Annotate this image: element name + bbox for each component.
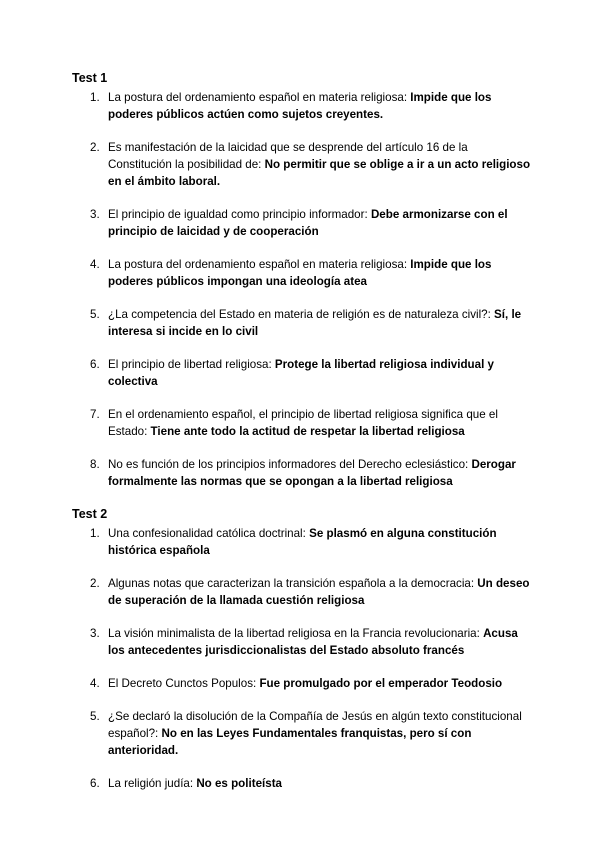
question-answer: Derogar formalmente las normas que se opongan a la libertad religiosa	[108, 458, 516, 488]
question-number: 6.	[90, 358, 100, 371]
question-number: 4.	[90, 677, 100, 690]
question-text: El principio de igualdad como principio informador:	[108, 208, 371, 221]
test-2-question-list	[72, 525, 532, 792]
question-number: 3.	[90, 627, 100, 640]
question-text: La visión minimalista de la libertad religiosa en la Francia revolucionaria:	[108, 627, 484, 640]
document-page	[72, 70, 532, 808]
question-item	[72, 89, 532, 123]
question-answer: Un deseo de superación de la llamada cuestión religiosa	[108, 577, 530, 607]
question-item	[72, 525, 532, 559]
question-item	[72, 406, 532, 440]
question-text: Algunas notas que caracterizan la transición española a la democracia:	[108, 577, 478, 590]
question-number: 7.	[90, 408, 100, 421]
question-answer: Tiene ante todo la actitud de respetar la libertad religiosa	[150, 425, 465, 438]
question-number: 5.	[90, 710, 100, 723]
question-answer: Acusa los antecedentes jurisdiccionalistas del Estado absoluto francés	[108, 627, 518, 657]
question-number: 1.	[90, 527, 100, 540]
question-item	[72, 356, 532, 390]
question-number: 1.	[90, 91, 100, 104]
question-text: La postura del ordenamiento español en materia religiosa:	[108, 91, 411, 104]
question-text: En el ordenamiento español, el principio de libertad religiosa significa que el Estado:	[108, 408, 498, 438]
question-item	[72, 456, 532, 490]
question-text: El principio de libertad religiosa:	[108, 358, 275, 371]
question-answer: Sí, le interesa si incide en lo civil	[108, 308, 522, 338]
question-item	[72, 625, 532, 659]
test-1-title: Test 1	[72, 71, 108, 85]
question-number: 3.	[90, 208, 100, 221]
question-text: El Decreto Cunctos Populos:	[108, 677, 260, 690]
question-item	[72, 775, 532, 792]
test-1-section	[72, 70, 532, 490]
question-answer: Se plasmó en alguna constitución histórica española	[108, 527, 497, 557]
question-item	[72, 708, 532, 759]
question-answer: Impide que los poderes públicos actúen como sujetos creyentes.	[108, 91, 492, 121]
question-text: Una confesionalidad católica doctrinal:	[108, 527, 310, 540]
question-answer: Protege la libertad religiosa individual y colectiva	[108, 358, 494, 388]
question-number: 2.	[90, 577, 100, 590]
question-number: 2.	[90, 141, 100, 154]
question-answer: Fue promulgado por el emperador Teodosio	[259, 677, 503, 690]
question-text: ¿Se declaró la disolución de la Compañía de Jesús en algún texto constitucional español?:	[108, 710, 522, 740]
question-answer: No permitir que se oblige a ir a un acto religioso en el ámbito laboral.	[108, 158, 531, 188]
question-text: La religión judía:	[108, 777, 197, 790]
test-2-section	[72, 506, 532, 792]
question-number: 4.	[90, 258, 100, 271]
test-1-question-list	[72, 89, 532, 490]
test-2-title: Test 2	[72, 507, 108, 521]
question-answer: No es politeísta	[196, 777, 282, 790]
question-item	[72, 675, 532, 692]
question-number: 5.	[90, 308, 100, 321]
question-answer: No en las Leyes Fundamentales franquistas, pero sí con anterioridad.	[108, 727, 472, 757]
question-item	[72, 256, 532, 290]
question-item	[72, 139, 532, 190]
question-answer: Impide que los poderes públicos impongan una ideología atea	[108, 258, 492, 288]
question-number: 6.	[90, 777, 100, 790]
question-item	[72, 206, 532, 240]
question-text: Es manifestación de la laicidad que se desprende del artículo 16 de la Constitución la posibilidad de:	[108, 141, 468, 171]
question-item	[72, 306, 532, 340]
question-answer: Debe armonizarse con el principio de laicidad y de cooperación	[108, 208, 508, 238]
question-text: No es función de los principios informadores del Derecho eclesiástico:	[108, 458, 472, 471]
question-number: 8.	[90, 458, 100, 471]
question-item	[72, 575, 532, 609]
question-text: La postura del ordenamiento español en materia religiosa:	[108, 258, 411, 271]
question-text: ¿La competencia del Estado en materia de religión es de naturaleza civil?:	[108, 308, 495, 321]
